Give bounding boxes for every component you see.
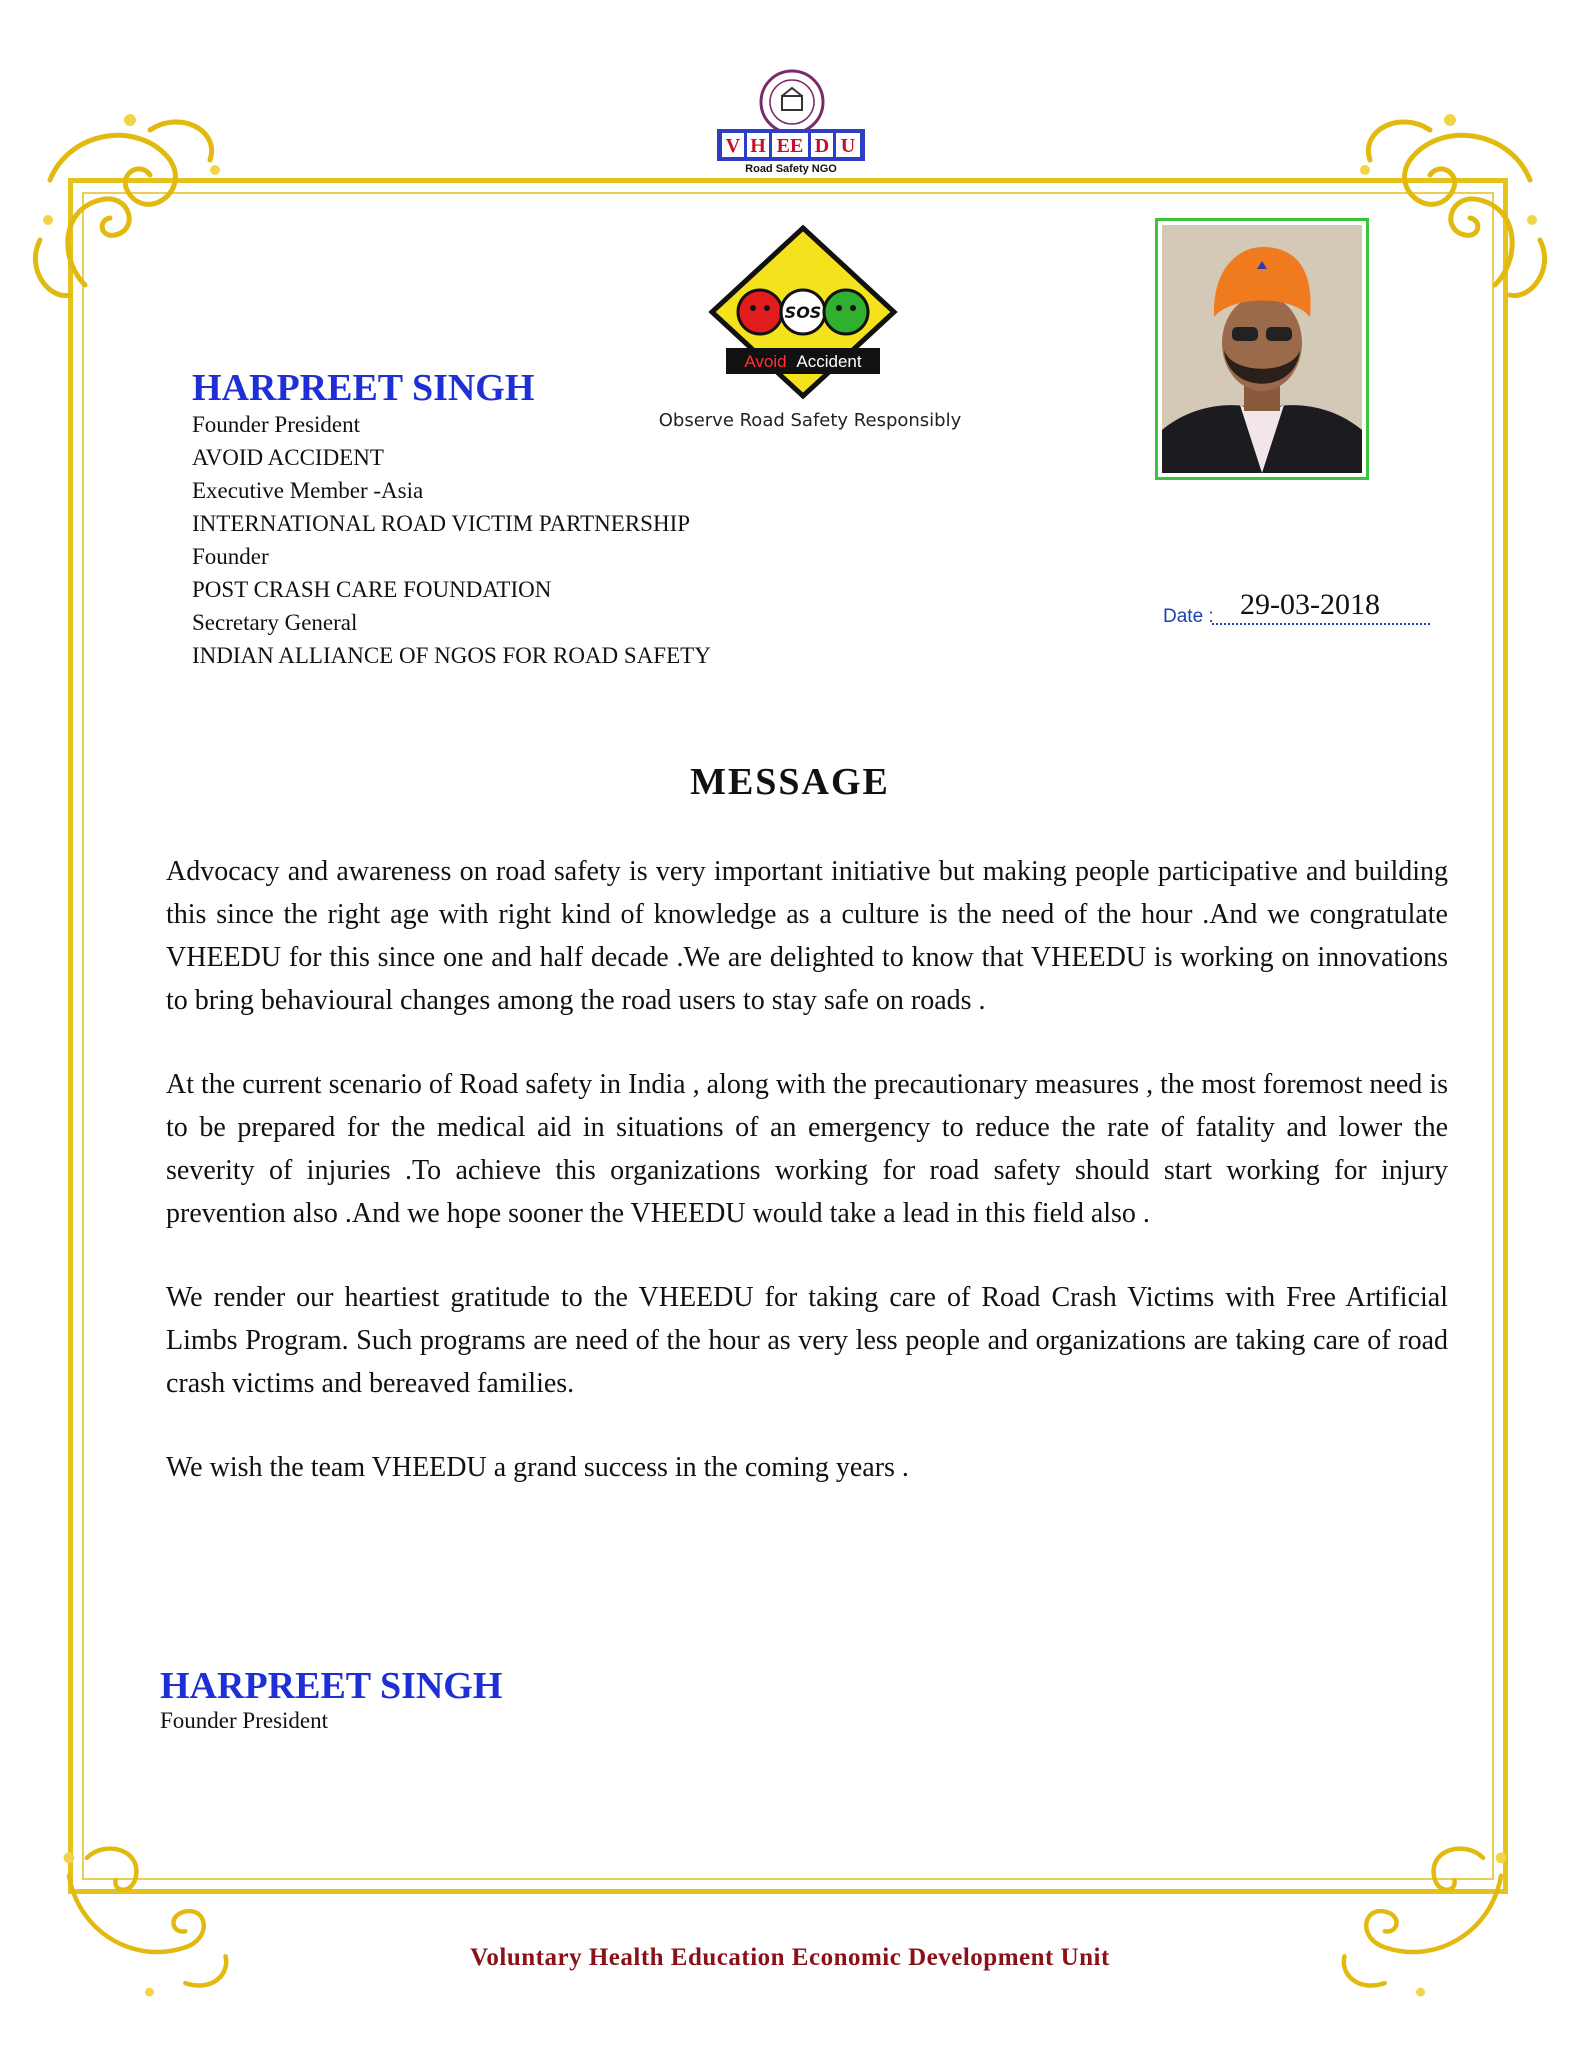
logo-letter-v: V — [725, 135, 741, 157]
logo-letter-ee: EE — [776, 135, 804, 157]
message-paragraph: Advocacy and awareness on road safety is very important initiative but making people participative and building this since the right age with right kind of knowledge as a culture is the need of the hour .And we congratulate VHEEDU for this since one and half decade .We are delighted to know that VHEEDU is working on innovations to bring behavioural changes among the road users to stay safe on roads . — [166, 856, 1448, 1016]
logo-subtitle: Road Safety NGO — [745, 163, 837, 175]
author-name: HARPREET SINGH — [192, 367, 535, 409]
date-value: 29-03-2018 — [1240, 588, 1380, 621]
author-credentials — [192, 408, 842, 672]
logo-letter-h: H — [750, 135, 766, 157]
message-paragraph: We wish the team VHEEDU a grand success in the coming years . — [166, 1452, 909, 1483]
vheedu-seal-icon — [758, 68, 826, 136]
avoid-accident-badge — [708, 224, 898, 404]
credential-line: INTERNATIONAL ROAD VICTIM PARTNERSHIP — [192, 511, 691, 536]
message-title: MESSAGE — [690, 761, 890, 803]
corner-ornament-bottom-right-icon — [1330, 1840, 1520, 2010]
signature-title: Founder President — [160, 1708, 329, 1733]
corner-ornament-bottom-left-icon — [50, 1840, 240, 2010]
credential-line: POST CRASH CARE FOUNDATION — [192, 577, 552, 602]
author-photo — [1155, 218, 1369, 480]
credential-line: Secretary General — [192, 610, 358, 635]
message-paragraph: At the current scenario of Road safety in India , along with the precautionary measures , the most foremost need is to be prepared for the medical aid in situations of an emergency to reduce the rate of fatality and lower the severity of injuries .To achieve this organizations working for road safety should start working for injury prevention also .And we hope sooner the VHEEDU would take a lead in this field also . — [166, 1069, 1448, 1229]
date-label: Date : — [1163, 606, 1214, 627]
credential-line: Executive Member -Asia — [192, 478, 424, 503]
portrait-image-icon — [1162, 225, 1362, 473]
red-light-icon — [738, 290, 782, 334]
badge-avoid-word: Avoid — [744, 352, 787, 371]
message-body — [166, 850, 1448, 1530]
logo-letter-u: U — [840, 135, 856, 157]
footer-organization: Voluntary Health Education Economic Development Unit — [470, 1944, 1110, 1971]
logo-letter-d: D — [814, 135, 830, 157]
date-dotted-line — [1212, 623, 1430, 625]
message-paragraph: We render our heartiest gratitude to the VHEEDU for taking care of Road Crash Victims with Free Artificial Limbs Program. Such programs are need of the hour as very less people and organizations are taking care of road crash victims and bereaved families. — [166, 1282, 1448, 1399]
signature-name: HARPREET SINGH — [160, 1665, 503, 1707]
sos-text: SOS — [784, 303, 822, 322]
badge-accident-word: Accident — [796, 352, 862, 371]
vheedu-logo — [716, 128, 866, 162]
credential-line: Founder — [192, 544, 269, 569]
badge-tagline: Observe Road Safety Responsibly — [658, 410, 962, 431]
credential-line: AVOID ACCIDENT — [192, 445, 384, 470]
green-light-icon — [824, 290, 868, 334]
credential-line: INDIAN ALLIANCE OF NGOS FOR ROAD SAFETY — [192, 643, 711, 668]
corner-ornament-top-right-icon — [1340, 100, 1550, 310]
corner-ornament-top-left-icon — [30, 100, 240, 310]
svg-text:Avoid Accident — [744, 352, 861, 371]
credential-line: Founder President — [192, 412, 361, 437]
